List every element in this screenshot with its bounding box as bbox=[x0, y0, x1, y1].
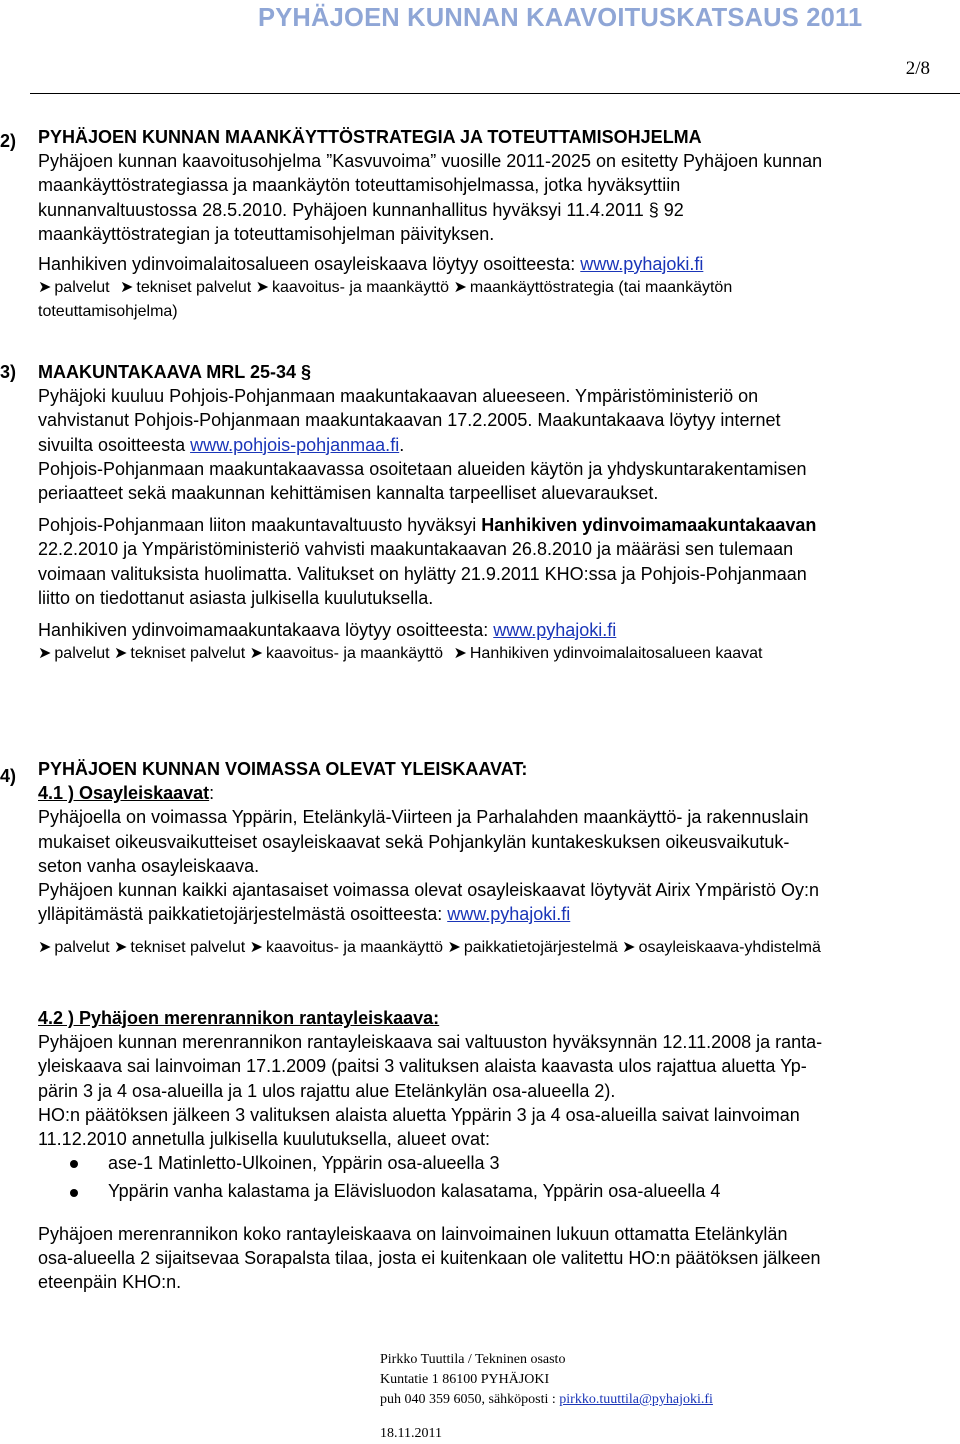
section-2-nav-path bbox=[38, 276, 958, 300]
nav-step: kaavoitus- ja maankäyttö bbox=[272, 279, 449, 297]
nav-step: palvelut bbox=[54, 939, 110, 957]
section-4-text: Pyhäjoella on voimassa Yppärin, Etelänkylä-Viirteen ja Parhalahden maankäyttö- ja rakennuslain bbox=[38, 807, 809, 828]
arrow-right-icon: ➤ bbox=[453, 279, 467, 297]
email-link[interactable]: pirkko.tuuttila@pyhajoki.fi bbox=[559, 1392, 713, 1407]
arrow-right-icon: ➤ bbox=[249, 645, 264, 663]
section-4-nav-path bbox=[38, 936, 958, 960]
list-item-text: ase-1 Matinletto-Ulkoinen, Yppärin osa-alueella 3 bbox=[108, 1153, 500, 1174]
nav-step: paikkatietojärjestelmä bbox=[463, 939, 618, 957]
section-3-number: 3) bbox=[0, 362, 17, 382]
footer-date: 18.11.2011 bbox=[380, 1426, 442, 1441]
section-3-text: periaatteet sekä maakunnan kehittämisen kannalta tarpeelliset aluevaraukset. bbox=[38, 482, 659, 503]
nav-step: tekniset palvelut bbox=[130, 939, 246, 957]
nav-step: kaavoitus- ja maankäyttö bbox=[266, 645, 443, 663]
section-3-text: Pohjois-Pohjanmaan maakuntakaavassa osoitetaan alueiden käytön ja yhdyskuntarakentamisen bbox=[38, 458, 807, 479]
list-item-text: Yppärin vanha kalastama ja Elävisluodon kalasatama, Yppärin osa-alueella 4 bbox=[108, 1181, 721, 1202]
section-3-text: Pyhäjoki kuuluu Pohjois-Pohjanmaan maakuntakaavan alueeseen. Ympäristöministeriö on bbox=[38, 386, 759, 407]
footer-contact bbox=[380, 1390, 713, 1410]
subsection-4-2-title: 4.2 ) Pyhäjoen merenrannikon rantayleiskaava: bbox=[38, 1008, 440, 1028]
section-3-text bbox=[38, 513, 958, 537]
subsection-4-2-text: eteenpäin KHO:n. bbox=[38, 1271, 182, 1292]
section-3-text: voimaan valituksista huolimatta. Valitukset on hylätty 21.9.2011 KHO:ssa ja Pohjois-Pohjanmaan bbox=[38, 563, 807, 584]
section-4 bbox=[38, 757, 958, 961]
section-3-text: vahvistanut Pohjois-Pohjanmaan maakuntakaavan 17.2.2005. Maakuntakaava löytyy internet bbox=[38, 410, 781, 431]
section-3-bold-text: Hanhikiven ydinvoimamaakuntakaavan bbox=[481, 515, 817, 536]
arrow-right-icon: ➤ bbox=[453, 645, 467, 663]
footer bbox=[380, 1350, 713, 1410]
punctuation: : bbox=[209, 783, 215, 804]
arrow-right-icon: ➤ bbox=[255, 279, 270, 297]
section-3-title: MAAKUNTAKAAVA MRL 25-34 § bbox=[38, 362, 312, 382]
nav-step: kaavoitus- ja maankäyttö bbox=[266, 939, 443, 957]
section-4-text: Pyhäjoen kunnan kaikki ajantasaiset voimassa olevat osayleiskaavat löytyvät Airix Ympäristö Oy:n bbox=[38, 879, 820, 900]
section-2-number: 2) bbox=[0, 131, 17, 151]
subsection-4-2 bbox=[38, 1006, 958, 1294]
arrow-right-icon: ➤ bbox=[114, 645, 128, 663]
section-3-text: liitto on tiedottanut asiasta julkisella kuulutuksella. bbox=[38, 587, 434, 608]
punctuation: . bbox=[399, 434, 405, 455]
pyhajoki-link[interactable]: www.pyhajoki.fi bbox=[447, 904, 571, 925]
section-4-link-line bbox=[38, 902, 958, 926]
arrow-right-icon: ➤ bbox=[622, 939, 636, 957]
nav-step: tekniset palvelut bbox=[130, 645, 246, 663]
nav-step: palvelut bbox=[54, 645, 110, 663]
nav-step: palvelut bbox=[54, 279, 110, 297]
footer-address: Kuntatie 1 86100 PYHÄJOKI bbox=[380, 1372, 550, 1387]
section-3-text: sivuilta osoitteesta bbox=[38, 434, 191, 455]
list-item bbox=[38, 1151, 958, 1175]
section-2-title: PYHÄJOEN KUNNAN MAANKÄYTTÖSTRATEGIA JA TOTEUTTAMISOHJELMA bbox=[38, 127, 702, 147]
section-3 bbox=[38, 360, 958, 666]
footer-contact-label: puh 040 359 6050, sähköposti : bbox=[380, 1392, 560, 1407]
section-2 bbox=[38, 125, 958, 325]
section-3-link-line bbox=[38, 433, 958, 457]
section-3-link-line bbox=[38, 618, 958, 642]
arrow-right-icon: ➤ bbox=[249, 939, 264, 957]
subsection-4-2-text: Pyhäjoen merenrannikon koko rantayleiskaava on lainvoimainen lukuun ottamatta Etelänkylän bbox=[38, 1223, 788, 1244]
footer-name: Pirkko Tuuttila / Tekninen osasto bbox=[380, 1352, 566, 1367]
arrow-right-icon: ➤ bbox=[38, 939, 52, 957]
section-2-text: maankäyttöstrategiassa ja maankäytön toteuttamisohjelmassa, jotka hyväksyttiin bbox=[38, 175, 681, 196]
subsection-title: 4.1 ) Osayleiskaavat bbox=[38, 783, 210, 804]
header-divider bbox=[30, 93, 960, 94]
subsection-4-2-text: Pyhäjoen kunnan merenrannikon rantayleiskaava sai valtuuston hyväksynnän 12.11.2008 ja ranta- bbox=[38, 1032, 823, 1053]
nav-step: osayleiskaava-yhdistelmä bbox=[638, 939, 821, 957]
pyhajoki-link[interactable]: www.pyhajoki.fi bbox=[580, 253, 704, 274]
section-4-text: ylläpitämästä paikkatietojärjestelmästä osoitteesta: bbox=[38, 904, 448, 925]
section-3-nav-path bbox=[38, 642, 958, 666]
section-3-text: Hanhikiven ydinvoimamaakuntakaava löytyy osoitteesta: bbox=[38, 619, 494, 640]
subsection-4-2-text: yleiskaava sai lainvoiman 17.1.2009 (paitsi 3 valituksen alaista kaavasta ulos rajattua aluetta Yp- bbox=[38, 1056, 807, 1077]
nav-step: Hanhikiven ydinvoimalaitosalueen kaavat bbox=[469, 645, 763, 663]
pohjois-pohjanmaa-link[interactable]: www.pohjois-pohjanmaa.fi bbox=[190, 434, 400, 455]
arrow-right-icon: ➤ bbox=[114, 939, 128, 957]
nav-step: tekniset palvelut bbox=[136, 279, 252, 297]
subsection-4-2-text: pärin 3 ja 4 osa-alueilla ja 1 ulos rajattu alue Etelänkylän osa-alueella 2). bbox=[38, 1080, 616, 1101]
section-2-link-label: Hanhikiven ydinvoimalaitosalueen osayleiskaava löytyy osoitteesta: bbox=[38, 253, 581, 274]
page-number: 2/8 bbox=[905, 58, 930, 79]
subsection-4-2-text: 11.12.2010 annetulla julkisella kuulutuksella, alueet ovat: bbox=[38, 1128, 490, 1149]
section-2-text: kunnanvaltuustossa 28.5.2010. Pyhäjoen kunnanhallitus hyväksyi 11.4.2011 § 92 bbox=[38, 199, 684, 220]
section-2-text: Pyhäjoen kunnan kaavoitusohjelma ”Kasvuvoima” vuosille 2011-2025 on esitetty Pyhäjoen kunnan bbox=[38, 151, 823, 172]
arrow-right-icon: ➤ bbox=[120, 279, 134, 297]
arrow-right-icon: ➤ bbox=[38, 645, 52, 663]
nav-step: maankäyttöstrategia (tai maankäytön bbox=[469, 279, 733, 297]
section-3-text: 22.2.2010 ja Ympäristöministeriö vahvisti maakuntakaavan 26.8.2010 ja määräsi sen tulemaan bbox=[38, 539, 794, 560]
bullet-icon bbox=[70, 1160, 78, 1168]
list-item bbox=[38, 1179, 958, 1203]
section-4-number: 4) bbox=[0, 766, 17, 786]
arrow-right-icon: ➤ bbox=[38, 279, 52, 297]
pyhajoki-link[interactable]: www.pyhajoki.fi bbox=[493, 619, 617, 640]
section-4-text: mukaiset oikeusvaikutteiset osayleiskaavat sekä Pohjankylän kuntakeskuksen oikeusvaikutuk- bbox=[38, 831, 790, 852]
section-4-text: seton vanha osayleiskaava. bbox=[38, 855, 260, 876]
section-4-title: PYHÄJOEN KUNNAN VOIMASSA OLEVAT YLEISKAAVAT: bbox=[38, 759, 528, 779]
bullet-icon bbox=[70, 1189, 78, 1197]
section-3-text: Pohjois-Pohjanmaan liiton maakuntavaltuusto hyväksyi bbox=[38, 515, 482, 536]
section-2-link-line bbox=[38, 252, 958, 276]
section-2-text: maankäyttöstrategian ja toteuttamisohjelman päivityksen. bbox=[38, 223, 495, 244]
subsection-4-2-text: osa-alueella 2 sijaitsevaa Sorapalsta tilaa, josta ei kuitenkaan ole valitettu HO:n päätöksen jälkeen bbox=[38, 1247, 821, 1268]
page-header-title: PYHÄJOEN KUNNAN KAAVOITUSKATSAUS 2011 bbox=[258, 4, 863, 32]
nav-step: toteuttamisohjelma) bbox=[38, 303, 178, 321]
arrow-right-icon: ➤ bbox=[447, 939, 461, 957]
subsection-4-2-text: HO:n päätöksen jälkeen 3 valituksen alaista aluetta Yppärin 3 ja 4 osa-alueilla saivat lainvoiman bbox=[38, 1104, 800, 1125]
subsection-4-1-heading bbox=[38, 781, 958, 805]
